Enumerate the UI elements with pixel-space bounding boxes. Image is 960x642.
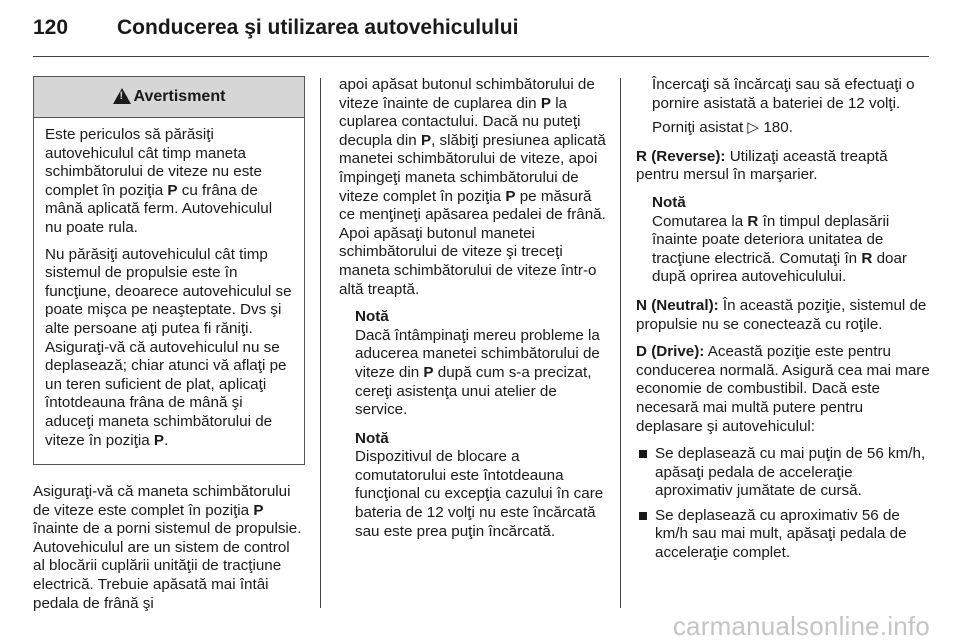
cross-reference bbox=[636, 119, 932, 138]
para-end: înainte de a porni sistemul de propulsie. Autovehiculul are un sistem de control al blocării cuplării unităţii de tracţiune electrică. Trebuie apăsată mai întâi pedala de frână şi bbox=[33, 520, 302, 612]
neutral-label: N (Neutral): bbox=[636, 296, 719, 314]
bullet-square-icon bbox=[639, 512, 647, 520]
text-segment: apoi apăsat butonul schimbătorului de viteze înainte de cuplarea din bbox=[339, 76, 595, 112]
gear-p-label: P bbox=[505, 187, 516, 205]
body-paragraph-1 bbox=[33, 483, 305, 613]
warning-paragraph-2 bbox=[45, 246, 293, 451]
text-segment: în timpul deplasării înainte poate deteriora unitatea de tracţiune electrică. Comutaţi în bbox=[652, 212, 890, 267]
text-segment: după cum s-a precizat, cereţi asistenţa unui atelier de service. bbox=[355, 363, 592, 419]
text-segment: Dispozitivul de blocare a comutatorului este întotdeauna funcţional cu excepţia cazului în care bateria de 12 volţi nu este încărcată sau este prea puţin încărcată. bbox=[355, 448, 604, 540]
drive-paragraph bbox=[636, 343, 932, 436]
column-divider-2 bbox=[620, 78, 621, 608]
warning-paragraph-1 bbox=[45, 126, 293, 238]
warning-p1-text: Este periculos să părăsiţi autovehiculul cât timp maneta schimbătorului de viteze nu este complet în poziţia bbox=[45, 126, 262, 199]
watermark: carmanualsonline.info bbox=[672, 611, 930, 641]
list-item-text: Se deplasează cu aproximativ 56 de km/h sau mai mult, apăsaţi pedala de acceleraţie complet. bbox=[655, 506, 907, 562]
gear-p-label: P bbox=[167, 181, 178, 199]
text-segment: doar după oprirea autovehiculului. bbox=[652, 249, 907, 286]
bullet-square-icon bbox=[639, 450, 647, 458]
gear-p-label: P bbox=[253, 501, 264, 519]
warning-p2-end: . bbox=[164, 431, 169, 449]
note-3 bbox=[636, 194, 932, 287]
text-segment: Comutarea la bbox=[652, 212, 744, 230]
note-title: Notă bbox=[355, 429, 389, 447]
header-rule bbox=[33, 56, 929, 57]
gear-p-label: P bbox=[540, 94, 551, 112]
warning-triangle-icon bbox=[113, 88, 131, 104]
column-2 bbox=[339, 76, 607, 551]
battery-paragraph bbox=[636, 76, 932, 113]
note-title: Notă bbox=[652, 193, 686, 211]
text-segment: Încercaţi să încărcaţi sau să efectuaţi o pornire asistată a bateriei de 12 volţi. bbox=[652, 76, 915, 112]
text-segment: pe măsură ce menţineţi apăsarea pedalei de frână. Apoi apăsaţi butonul manetei schimbătorului de viteze şi treceţi maneta schimbătorului de viteze într-o altă treaptă. bbox=[339, 187, 606, 298]
warning-header bbox=[34, 77, 304, 118]
note-title: Notă bbox=[355, 308, 389, 326]
text-segment: Porniţi asistat bbox=[652, 119, 744, 137]
column-1 bbox=[33, 76, 305, 622]
page-header bbox=[33, 14, 933, 44]
warning-p2-text: Nu părăsiţi autovehiculul cât timp sistemul de propulsie este în funcţiune, deoarece autovehiculul se poate mişca pe neaşteptate. Dvs şi alte persoane aţi putea fi răniţi. Asiguraţi-vă că autovehiculul nu se deplasează; chiar atunci vă aflaţi pe un teren suficient de plat, aplicaţi întotdeauna frâna de mână şi aduceţi maneta schimbătorului de viteze în poziţia bbox=[45, 245, 292, 449]
gear-r-label: R bbox=[747, 212, 759, 230]
warning-body bbox=[34, 118, 304, 464]
page-number: 120 bbox=[33, 16, 69, 39]
reverse-label: R (Reverse): bbox=[636, 147, 726, 165]
text-segment: În această poziţie, sistemul de propulsie nu se conectează cu roţile. bbox=[636, 296, 927, 333]
page-reference[interactable]: 180. bbox=[763, 119, 793, 137]
gear-p-label: P bbox=[423, 363, 434, 381]
column-3 bbox=[636, 76, 932, 569]
warning-title: Avertisment bbox=[133, 87, 226, 105]
gear-p-label: P bbox=[153, 431, 165, 449]
warning-box bbox=[33, 76, 305, 465]
gear-r-label: R bbox=[861, 249, 873, 267]
list-item bbox=[636, 507, 932, 563]
note-1 bbox=[339, 308, 607, 420]
text-segment: Această poziţie este pentru conducerea normală. Asigură cea mai mare economie de combustibil. Dacă este necesară mai multă putere pentru deplasare şi autovehiculul: bbox=[636, 343, 930, 435]
text-segment: Dacă întâmpinaţi mereu probleme la aducerea manetei schimbătorului de viteze din bbox=[355, 326, 600, 381]
drive-label: D (Drive): bbox=[636, 343, 705, 361]
neutral-paragraph bbox=[636, 297, 932, 334]
gear-p-label: P bbox=[420, 131, 432, 149]
list-item bbox=[636, 445, 932, 501]
list-item-text: Se deplasează cu mai puţin de 56 km/h, apăsaţi pedala de acceleraţie aproximativ jumătate de cursă. bbox=[655, 445, 926, 500]
para-start: Asiguraţi-vă că maneta schimbătorului de viteze este complet în poziţia bbox=[33, 483, 291, 519]
text-segment: , slăbiţi presiunea aplicată manetei schimbătorului de viteze, apoi împingeţi maneta schimbătorului de viteze complet în poziţia bbox=[339, 131, 606, 205]
note-2 bbox=[339, 430, 607, 542]
warning-p1-end: cu frâna de mână aplicată ferm. Autovehiculul nu poate rula. bbox=[45, 181, 273, 236]
text-segment: la cuplarea contactului. Dacă nu puteţi decupla din bbox=[339, 94, 581, 149]
reverse-paragraph bbox=[636, 148, 932, 185]
text-segment: Utilizaţi această treaptă pentru mersul în marşarier. bbox=[636, 147, 888, 184]
column-divider-1 bbox=[320, 78, 321, 608]
page-reference-icon[interactable]: ▷ bbox=[747, 119, 760, 137]
page-title: Conducerea şi utilizarea autovehiculului bbox=[117, 16, 519, 39]
body-paragraph-2 bbox=[339, 76, 607, 299]
